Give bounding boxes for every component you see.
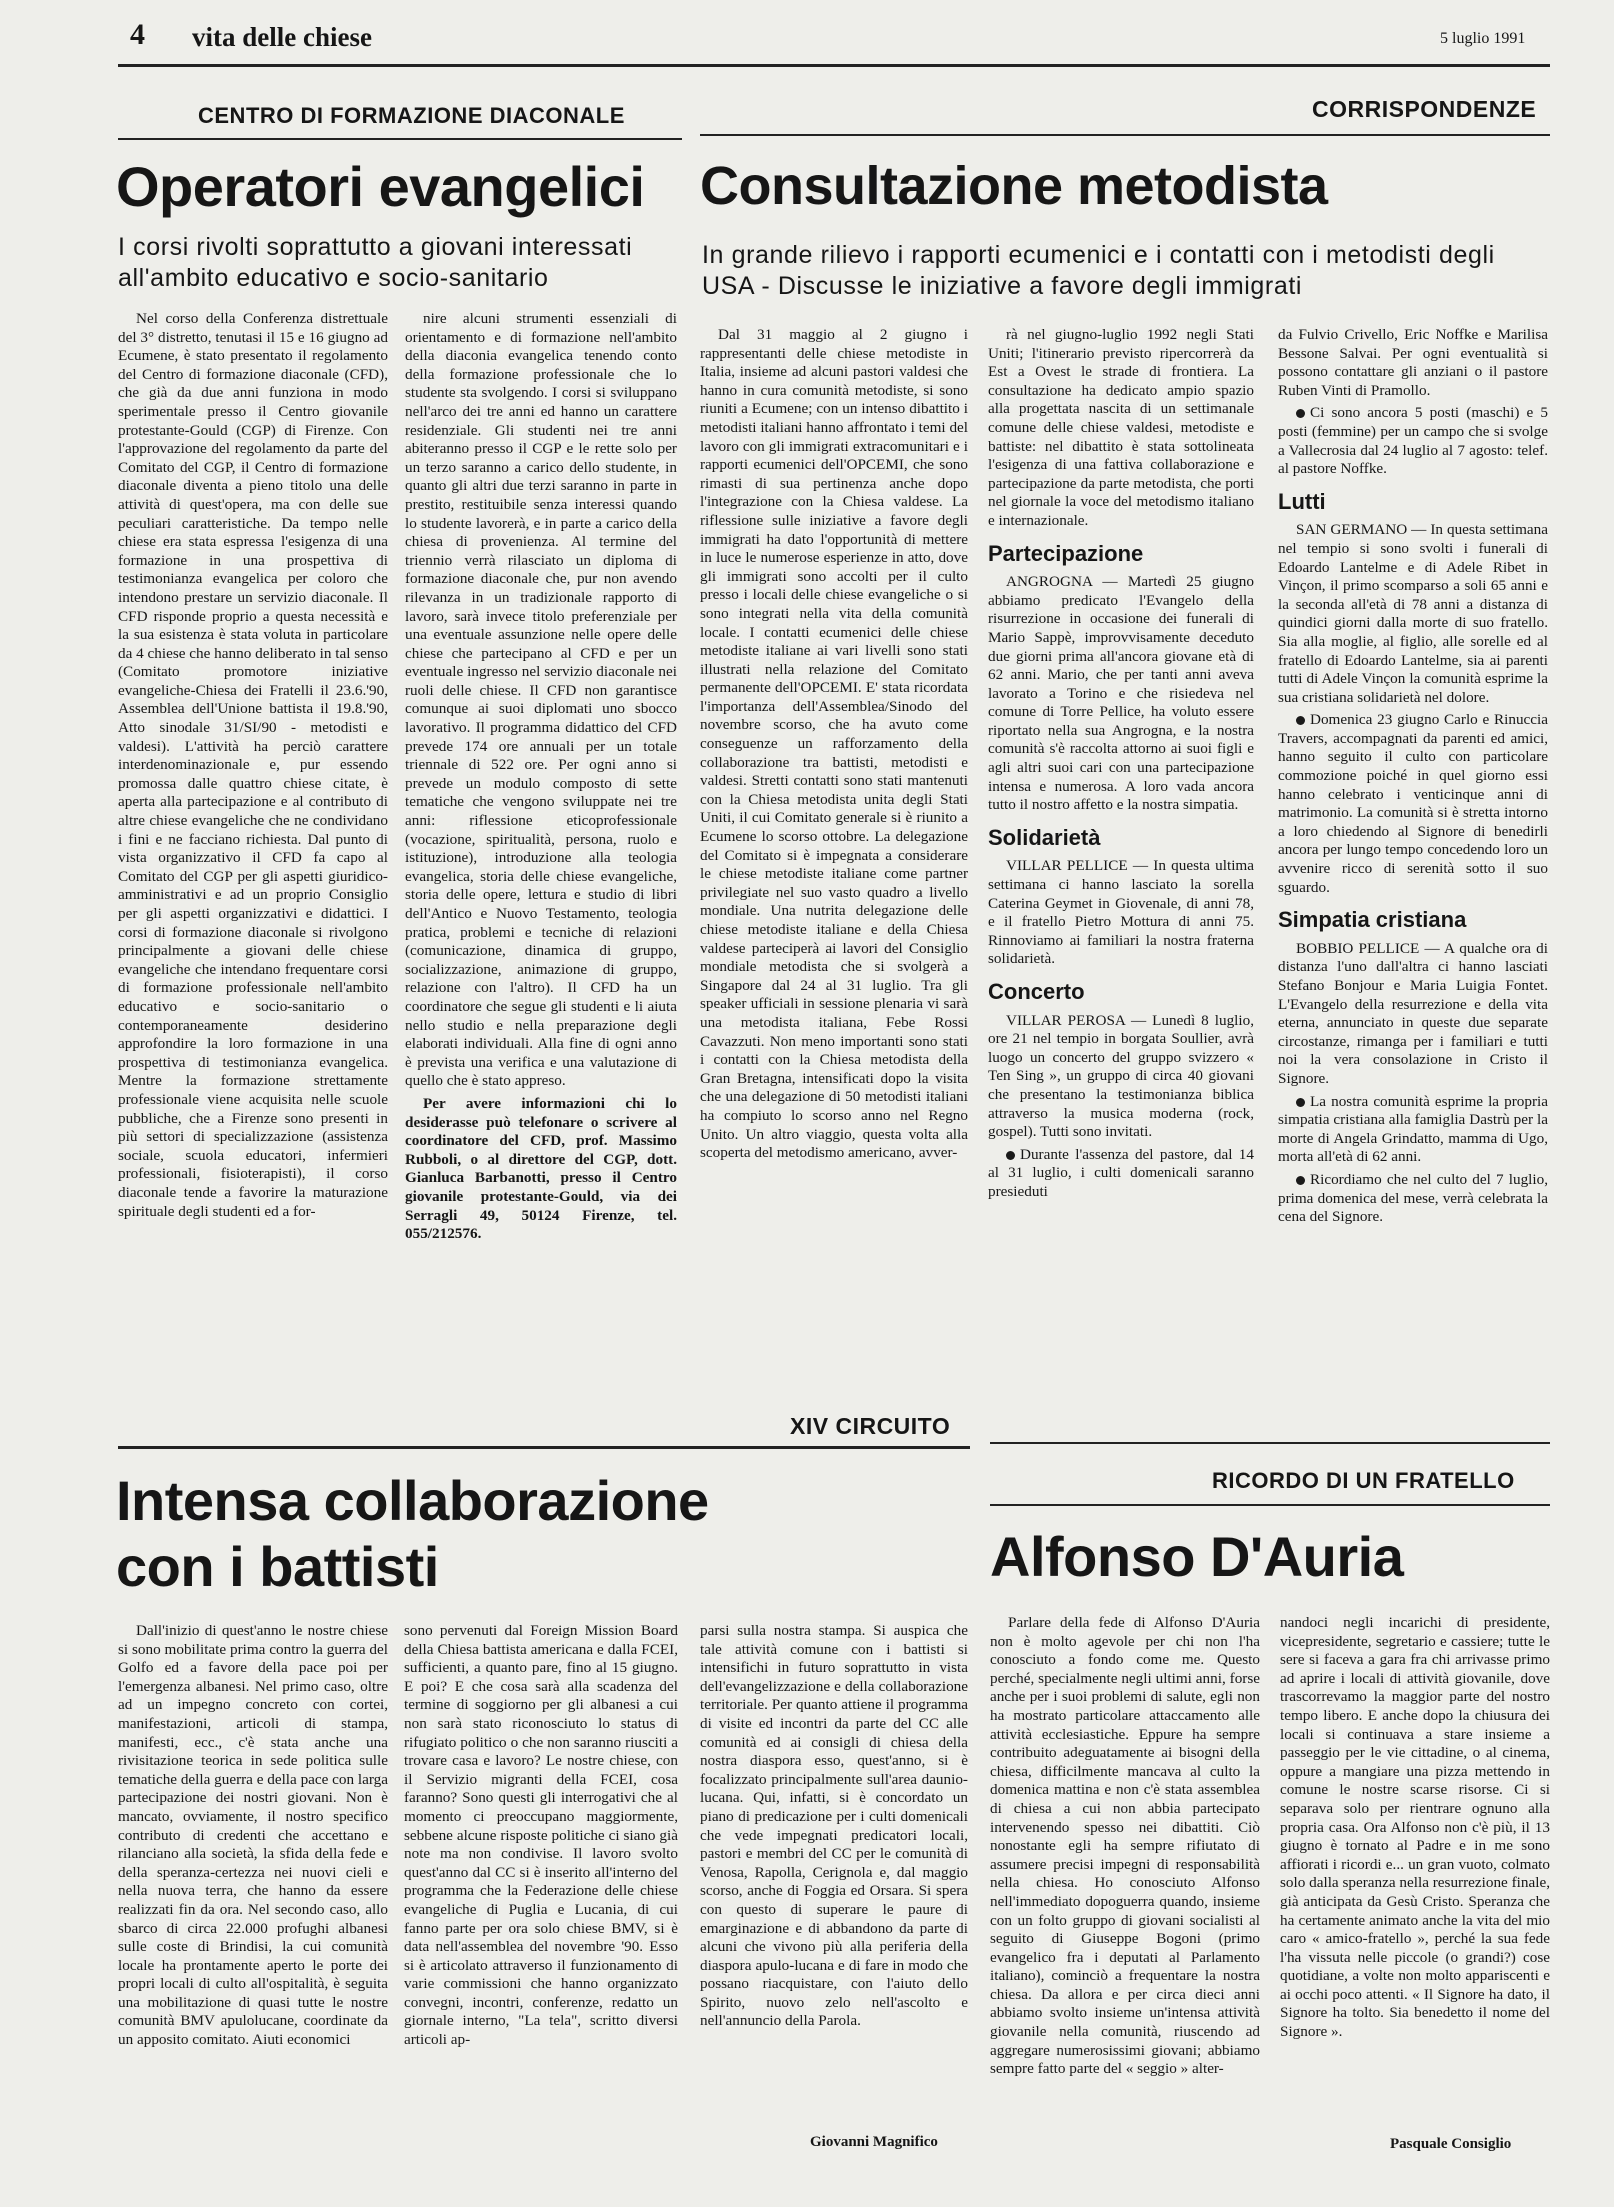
lutti-heading: Lutti — [1278, 488, 1326, 514]
article2-text3: da Fulvio Crivello, Eric Noffke e Marilisa Bessone Salvai. Per ogni eventualità si possono contattare gli anziani o il pastore Ruben Vinti di Pramollo. — [1278, 326, 1548, 399]
article3-title: Intensa collaborazione con i battisti — [116, 1469, 709, 1598]
simpatia-note2 — [1278, 1171, 1548, 1227]
bullet-icon — [1296, 716, 1305, 725]
article2-title: Consultazione metodista — [700, 156, 1328, 216]
lutti-note-text: Domenica 23 giugno Carlo e Rinuccia Travers, accompagnati da parenti ed amici, hanno seguito il culto con particolare commozione poiché in quel giorno essi hanno celebrato i venticinque anni di matrimonio. La comunità si è stretta intorno a loro chiedendo al Signore di benedirli ancora per lungo tempo concedendo loro un avvenire ricco di serenità sotto il suo sguardo. — [1278, 711, 1548, 896]
article3-text3: parsi sulla nostra stampa. Si auspica che tale attività comune con i battisti si intensifichi in futuro soprattutto in vista dell'evangelizzazione e della collaborazione territoriale. Per quanto attiene il programma di visite ed incontri da parte del CC alle comunità ed ai consigli di chiesa della nostra diaspora esso, quest'anno, si è focalizzato principalmente sull'area daunio-lucana. Qui, infatti, si è concordato un piano di predicazione per i culti domenicali che vede impegnati predicatori locali, pastori e membri del CC per le comunità di Venosa, Rapolla, Cerignola e, dal maggio scorso, anche di Foggia ed Orsara. Si spera con questo di superare le paure di emarginazione e di abbandono da parte di alcuni che vivono più alla periferia della diaspora apulo-lucana e di fare in modo che possano riacquistare, con l'aiuto dello Spirito, nuovo zelo nell'ascolto e nell'annuncio della Parola. — [700, 1622, 968, 2030]
partecipazione-text: ANGROGNA — Martedì 25 giugno abbiamo predicato l'Evangelo della risurrezione in occasione dei funerali di Mario Sappè, improvvisamente deceduto due giorni prima all'ancora giovane età di 62 anni. Mario, che per tanti anni aveva lavorato a Torino e che risiedeva nel comune di Torre Pellice, ha voluto essere riportato nella sua Angrogna, e la nostra comunità s'è raccolta attorno ai suoi figli e agli altri suoi cari con una partecipazione intensa e numerosa. A loro vada ancora tutto il nostro affetto e la nostra simpatia. — [988, 573, 1254, 814]
article3-column3 — [700, 1622, 968, 2122]
article4-top-rule — [990, 1442, 1550, 1444]
article1-title: Operatori evangelici — [116, 155, 645, 218]
lutti-note — [1278, 711, 1548, 897]
article4-column2 — [1280, 1614, 1550, 2134]
bullet-icon — [1006, 1151, 1015, 1160]
page-number: 4 — [130, 18, 145, 51]
article3-text1: Dall'inizio di quest'anno le nostre chiese si sono mobilitate prima contro la guerra del Golfo ed a favore della pace poi per l'emergenza albanesi. Nel primo caso, oltre ad un impegno concreto con cortei, manifestazioni, articoli di stampa, manifesti, ecc., c'è stata anche una rivisitazione teorica in sede politica sulle tematiche della guerra e della pace con larga partecipazione dei nostri giovani. Non è mancato, ovviamente, il nostro specifico contributo di credenti che accettano e rilanciano alla società, la sfida della fede e della speranza-certezza nei nuovi cieli e nella nuova terra, che hanno da essere realizzati fin da ora. Nel secondo caso, allo sbarco di circa 22.000 profughi albanesi sulle coste di Brindisi, la cui comunità locale ha prontamente aperto le porte dei propri locali di culto all'ospitalità, è seguita una mobilitazione di quasi tutte le nostre comunità BMV apulolucane, coordinate da un apposito comitato. Aiuti economici — [118, 1622, 388, 2049]
article4-text1: Parlare della fede di Alfonso D'Auria non è molto agevole per chi non l'ha conosciuto a fondo come me. Questo perché, specialmente negli ultimi anni, forse anche per i suoi problemi di salute, egli non ha mostrato particolare attaccamento alle attività ecclesiastiche. Eppure ha sempre contribuito adeguatamente ai bisogni della chiesa, difficilmente mancava al culto la domenica mattina e non c'è stata assemblea di chiesa a cui non abbia partecipato intervenendo spesso nei dibattiti. Ciò nonostante egli ha sempre rifiutato di assumere precisi impegni di responsabilità nella chiesa. Ho conosciuto Alfonso nell'immediato dopoguerra quando, insieme con un folto gruppo di giovani socialisti al seguito di Giuseppe Bogoni (primo evangelico fra i deputati al Parlamento italiano), cominciò a frequentare la nostra chiesa. Da allora e per circa dieci anni abbiamo svolto insieme un'intensa attività giovanile nella comunità, riuscendo ad aggregare numerosissimi giovani; abbiamo sempre fatto parte del « seggio » alter- — [990, 1614, 1260, 2078]
bullet-icon — [1296, 1098, 1305, 1107]
header-rule — [118, 64, 1550, 67]
concerto-note — [988, 1146, 1254, 1202]
article4-kicker: RICORDO DI UN FRATELLO — [1212, 1468, 1515, 1493]
article4-column1 — [990, 1614, 1260, 2159]
bullet-icon — [1296, 1176, 1305, 1185]
simpatia-note1-text: La nostra comunità esprime la propria simpatia cristiana alla famiglia Dastrù per la morte di Angela Grindatto, mamma di Ugo, morta all'età di 62 anni. — [1278, 1092, 1548, 1166]
lutti-text: SAN GERMANO — In questa settimana nel tempio si sono svolti i funerali di Edoardo Lantelme e di Adele Ribet in Vinçon, il primo scomparso a soli 65 anni e la seconda all'età di 78 anni a distanza di quindici giorni dalla morte di suo fratello. Sia alla moglie, al figlio, alle sorelle ed al fratello di Edoardo Lantelme, sia ai parenti tutti di Adele Vinçon la comunità esprime la sua cristiana solidarietà nel dolore. — [1278, 521, 1548, 706]
article3-column1 — [118, 1622, 388, 2157]
article4-kicker-rule — [990, 1504, 1550, 1506]
simpatia-note1 — [1278, 1093, 1548, 1167]
article1-contact-info: Per avere informazioni chi lo desiderasse può telefonare o scrivere al coordinatore del CFD, prof. Massimo Rubboli, o al direttore del CGP, dott. Gianluca Barbanotti, presso il Centro giovanile protestante-Gould, via dei Serragli 49, 50124 Firenze, tel. 055/212576. — [405, 1094, 677, 1243]
article1-deck: I corsi rivolti soprattutto a giovani interessati all'ambito educativo e socio-sanitario — [118, 233, 633, 293]
article1-text1: Nel corso della Conferenza distrettuale del 3° distretto, tenutasi il 15 e 16 giugno ad Ecumene, è stato presentato il regolamento del Centro di formazione diaconale (CFD), che già da due anni funziona in modo sperimentale presso il Centro giovanile protestante-Gould (CGP) di Firenze. Con l'approvazione del regolamento da parte del Comitato del CGP, il Centro di formazione diaconale diventa a pieno titolo una delle attività di quest'opera, ma con delle sue peculiari caratteristiche. Da tempo nelle chiese era stata espressa l'esigenza di una formazione in una prospettiva di testimonianza evangelica per coloro che intendono prestare un servizio diaconale. Il CFD risponde proprio a questa necessità e la sua esistenza è stata voluta in particolare da 4 chiese che hanno deliberato in tal senso (Comitato promotore iniziative evangeliche-Chiesa dei Fratelli il 23.6.'90, Assemblea dell'Unione battista il 19.8.'90, Atto sinodale 31/SI/90 - metodisti e valdesi). L'attività ha perciò carattere interdenominazionale e, pur essendo promossa dalle quattro chiese citate, è aperta alla partecipazione e al contributo di altre chiese evangeliche che ne condividano i fini e ne facciano richiesta. Dal punto di vista organizzativo il CFD fa capo al Comitato del CGP per gli aspetti giuridico-amministrativi e ad un proprio Consiglio per gli aspetti organizzativi e didattici. I corsi di formazione diaconale si rivolgono principalmente a giovani delle chiese evangeliche che intendano frequentare corsi di formazione professionale nell'ambito educativo e socio-sanitario o contemporaneamente desiderino approfondire la loro formazione in una prospettiva di testimonianza evangelica. Mentre la formazione strettamente professionale viene acquisita nelle scuole pubbliche, che a Firenze sono presenti in più settori di specializzazione (assistenza sociale, scuola educatori, infermieri professionali, fisioterapisti), il corso diaconale tende a favorire la maturazione spirituale degli studenti ed a for- — [118, 310, 388, 1220]
simpatia-heading: Simpatia cristiana — [1278, 907, 1467, 933]
article2-kicker: CORRISPONDENZE — [1312, 96, 1537, 122]
article3-kicker-rule — [118, 1446, 970, 1449]
article2-column3 — [1278, 326, 1548, 1386]
article2-text1: Dal 31 maggio al 2 giugno i rappresentanti delle chiese metodiste in Italia, insieme ad alcuni pastori valdesi che hanno in cura comunità metodiste, si sono riuniti a Ecumene; con un intenso dibattito i metodisti italiani hanno affrontato i temi del lavoro con gli immigrati extracomunitari e i rapporti ecumenici dell'OPCEMI, che sono rimasti di sua pertinenza anche dopo l'integrazione con la Chiesa valdese. La riflessione sulle iniziative a favore degli immigrati ha dato l'opportunità di mettere in luce le numerose esperienze in atto, dove gli immigrati sono accolti per il culto presso i locali delle chiese evangeliche o si sono integrati nella vita della comunità locale. I contatti ecumenici delle chiese metodiste italiane ai vari livelli sono stati illustrati nella relazione del Comitato permanente dell'OPCEMI. E' stata ricordata l'importanza dell'Assemblea/Sinodo del novembre scorso, che ha avuto come conseguenze un rafforzamento della collaborazione tra battisti, metodisti e valdesi. Stretti contatti sono stati mantenuti con la Chiesa metodista unita degli Stati Uniti, il cui Comitato generale si è riunito a Ecumene lo scorso ottobre. La delegazione del Comitato si è impegnata a considerare le chiese metodiste italiane come partner privilegiate nel suo vasto quadro a livello mondiale. Una nutrita delegazione delle chiese metodiste italiane e della Chiesa valdese parteciperà ai lavori del Consiglio mondiale metodista che si svolgerà a Singapore dal 24 al 31 luglio. Tra gli speaker ufficiali in sessione plenaria vi sarà una metodista italiana, Febe Rossi Cavazzuti. Non meno importanti sono stati i contatti con la Chiesa metodista della Gran Bretagna, intensificati dopo la visita che una delegazione di 50 metodisti italiani ha compiuto lo scorso anno nel Regno Unito. Un altro viaggio, questa volta alla scoperta del metodismo americano, avver- — [700, 326, 968, 1162]
solidarieta-text: VILLAR PELLICE — In questa ultima settimana ci hanno lasciato la sorella Caterina Geymet in Giovenale, di anni 78, e il fratello Pietro Mottura di anni 75. Rinnoviamo ai familiari la nostra fraterna solidarietà. — [988, 857, 1254, 968]
bullet-icon — [1296, 409, 1305, 418]
article1-text2: nire alcuni strumenti essenziali di orientamento e di formazione nell'ambito della diaconia evangelica tenendo conto della formazione professionale che lo studente sta svolgendo. I corsi si sviluppano nell'arco dei tre anni ed hanno un carattere residenziale. Gli studenti nei tre anni abiteranno presso il CGP e le rette solo per un terzo saranno a carico dello studente, in quanto gli altri due terzi saranno in parte in prestito, restituibile senza interessi quando lo studente lavorerà, e in parte a carico della chiesa di provenienza. Al termine del triennio verrà rilasciato un diploma di formazione diaconale che, pur non avendo rilevanza in un tradizionale rapporto di lavoro, sarà invece titolo preferenziale per una eventuale assunzione nelle opere delle chiese che partecipano al CFD e per un eventuale ingresso nel servizio diaconale nei ruoli delle chiese. Il CFD non garantisce comunque ai suoi diplomati uno sbocco lavorativo. Il programma didattico del CFD prevede 174 ore annuali per un totale triennale di 522 ore. Per ogni anno si prevede un modulo composto di sette tematiche che vengono sviluppate nei tre anni: riflessione eticoprofessionale (vocazione, spiritualità, persona, ruolo e istituzione), introduzione alla teologia evangelica, storia delle chiese evangeliche, storia delle opere, lettura e studio di libri dell'Antico e Nuovo Testamento, teologia pratica, problemi e tecniche di relazioni (comunicazione, dinamica di gruppo, socializzazione, animazione di gruppo, relazione con l'altro). Il CFD ha un coordinatore che segue gli studenti e li aiuta nello studio e nella preparazione degli elaborati individuali. Alla fine di ogni anno è prevista una verifica e una valutazione di quello che è stato appreso. — [405, 310, 677, 1090]
issue-date: 5 luglio 1991 — [1440, 30, 1526, 47]
article2-column2 — [988, 326, 1254, 1386]
article1-column2 — [405, 310, 677, 1385]
article1-column1 — [118, 310, 388, 1385]
campo-note-text: Ci sono ancora 5 posti (maschi) e 5 posti (femmine) per un campo che si svolge a Vallecrosia dal 24 luglio al 7 agosto: telef. al pastore Noffke. — [1278, 404, 1548, 478]
article3-column2 — [404, 1622, 678, 2157]
article2-deck: In grande rilievo i rapporti ecumenici e i contatti con i metodisti degli USA - Discusse le iniziative a favore degli immigrati — [702, 241, 1495, 301]
article2-kicker-rule — [700, 134, 1550, 136]
solidarieta-heading: Solidarietà — [988, 824, 1101, 850]
article2-column1 — [700, 326, 968, 1386]
concerto-note-text: Durante l'assenza del pastore, dal 14 al 31 luglio, i culti domenicali saranno presieduti — [988, 1145, 1254, 1200]
concerto-heading: Concerto — [988, 979, 1085, 1004]
concerto-text: VILLAR PEROSA — Lunedì 8 luglio, ore 21 nel tempio in borgata Soullier, avrà luogo un concerto del gruppo svizzero « Ten Sing », un gruppo di circa 40 giovani che presentano la testimonianza biblica attraverso la musica moderna (rock, gospel). Tutti sono invitati. — [988, 1011, 1254, 1141]
simpatia-note2-text: Ricordiamo che nel culto del 7 luglio, prima domenica del mese, verrà celebrata la cena del Signore. — [1278, 1170, 1548, 1226]
article1-kicker: CENTRO DI FORMAZIONE DIACONALE — [198, 103, 625, 128]
article4-signature: Pasquale Consiglio — [1390, 2136, 1512, 2152]
article4-title: Alfonso D'Auria — [990, 1525, 1404, 1588]
simpatia-text: BOBBIO PELLICE — A qualche ora di distanza l'uno dall'altra ci hanno lasciati Stefano Bonjour e Maria Luigia Fontet. L'Evangelo della resurrezione e della vita eterna, annunciato in queste due separate circostanze, rimanga per i familiari e tutti noi la vera consolazione in Cristo il Signore. — [1278, 939, 1548, 1087]
article3-signature: Giovanni Magnifico — [810, 2134, 938, 2150]
article2-text2: rà nel giugno-luglio 1992 negli Stati Uniti; l'itinerario previsto ripercorrerà da Est a Ovest le strade di frontiera. La consultazione ha dedicato ampio spazio alla progettata nascita di un settimanale comune delle chiese valdesi, metodiste e battiste: nel dibattito è stata sottolineata l'esigenza di una fattiva collaborazione e partecipazione da parte metodista, che porti nel giornale la voce del metodismo italiano e internazionale. — [988, 326, 1254, 529]
partecipazione-heading: Partecipazione — [988, 540, 1144, 566]
article3-kicker: XIV CIRCUITO — [790, 1413, 951, 1439]
masthead-title: vita delle chiese — [192, 22, 372, 52]
article4-text2: nandoci negli incarichi di presidente, vicepresidente, segretario e cassiere; tutte le sere si faceva a gara fra chi arrivasse primo ad aprire i locali di attività giovanile, dove trascorrevamo la maggior parte del nostro tempo libero. E anche dopo la chiusura dei locali si continuava a stare insieme a passeggio per le vie cittadine, o al cinema, oppure a mangiare una pizza mettendo in comune le nostre scarse risorse. Ci si separava solo per rientrare ognuno alla propria casa. Ora Alfonso non c'è più, il 13 giugno è tornato al Padre e in me sono affiorati i ricordi e... un gran vuoto, colmato solo dalla speranza nella resurrezione finale, già anticipata da Gesù Cristo. Speranza che ha certamente animato anche la vita del mio caro « amico-fratello », perché la sua fede l'ha vissuta nelle piccole (o grandi?) cose quotidiane, a volte non molto appariscenti e ai occhi poco attenti. « Il Signore ha dato, il Signore ha tolto. Sia benedetto il nome del Signore ». — [1280, 1614, 1550, 2041]
campo-note — [1278, 404, 1548, 478]
article1-kicker-rule — [118, 138, 682, 140]
article3-text2: sono pervenuti dal Foreign Mission Board della Chiesa battista americana e dalla FCEI, sufficienti, a quanto pare, fino al 15 giugno. E poi? E che cosa sarà alla scadenza del termine di soggiorno per gli albanesi a cui non sarà stato riconosciuto lo status di rifugiato politico o che non saranno riusciti a trovare casa e lavoro? Le nostre chiese, con il Servizio migranti della FCEI, cosa faranno? Sono questi gli interrogativi che al momento ci preoccupano maggiormente, sebbene alcune risposte politiche ci siano già note ma non condivise. Il lavoro svolto quest'anno dal CC si è inserito all'interno del programma che la Federazione delle chiese evangeliche di Puglia e Lucania, di cui fanno parte per ora solo chiese BMV, si è data nell'assemblea del novembre '90. Esso si è articolato attraverso il funzionamento di varie commissioni che hanno organizzato convegni, incontri, conferenze, redatto un giornale interno, "La tela", scritto diversi articoli ap- — [404, 1622, 678, 2049]
